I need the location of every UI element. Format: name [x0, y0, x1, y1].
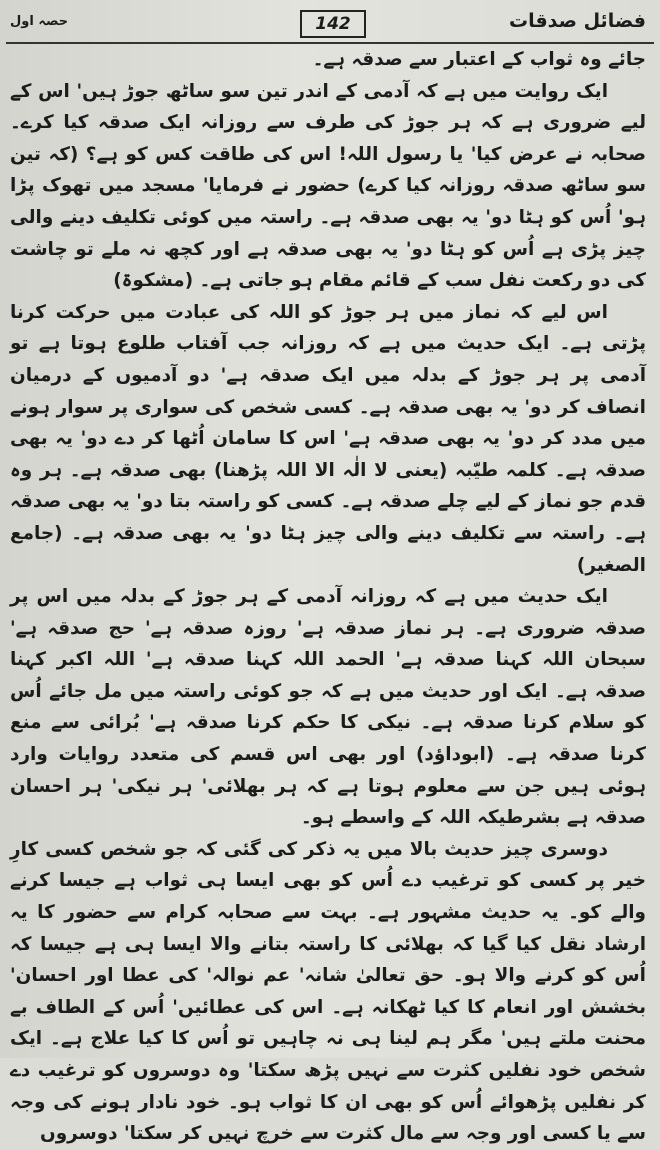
- paragraph-continuation: جائے وہ ثواب کے اعتبار سے صدقہ ہے۔: [312, 49, 646, 70]
- paragraph-prayer-joints: اس لیے کہ نماز میں ہر جوڑ کو اللہ کی عبادت میں حرکت کرنا پڑتی ہے۔ ایک حدیث میں ہے کہ روزانہ جب آفتاب طلوع ہوتا ہے تو آدمی پر ہر جوڑ کے بدلہ میں ایک صدقہ ہے' دو آدمیوں کے درمیان انصاف کر دو' یہ بھی صدقہ ہے۔ کسی شخص کی سواری پر سوار ہونے میں مدد کر دو' یہ بھی صدقہ ہے' اس کا سامان اُٹھا کر دے دو' یہ بھی صدقہ ہے۔ کلمہ طیّبہ (یعنی لا الٰہ الا اللہ پڑھنا) بھی صدقہ ہے۔ ہر وہ قدم جو نماز کے لیے چلے صدقہ ہے۔ کسی کو راستہ بتا دو' یہ بھی صدقہ ہے۔ راستہ سے تکلیف دینے والی چیز ہٹا دو' یہ بھی صدقہ ہے۔ (جامع الصغیر): [10, 301, 646, 576]
- paragraph-encouraging-good: دوسری چیز حدیث بالا میں یہ ذکر کی گئی کہ جو شخص کسی کارِ خیر پر کسی کو ترغیب دے اُس کو بھی ایسا ہی ثواب ہے جیسا کرنے والے کو۔ یہ حدیث مشہور ہے۔ بہت سے صحابہ کرام سے حضور کا یہ ارشاد نقل کیا گیا کہ بھلائی کا راستہ بتانے والا ایسا ہی ہے جیسا کہ اُس کو کرنے والا ہو۔ حق تعالیٰ شانہ' عم نوالہ' کی عطا اور احسان' بخشش اور انعام کا کیا ٹھکانہ ہے۔ اس کی عطائیں' اُس کے الطاف بے محنت ملتے ہیں' مگر ہم لینا ہی نہ چاہیں تو اُس کا کیا علاج ہے۔ ایک شخص خود نفلیں کثرت سے نہیں پڑھ سکتا' وہ دوسروں کو ترغیب دے کر نفلیں پڑھوائے اُس کو بھی ان کا ثواب ہو۔ خود نادار ہونے کی وجہ سے یا کسی اور وجہ سے مال کثرت سے خرچ نہیں کر سکتا' دوسروں: [10, 838, 646, 1145]
- page-number: 142: [300, 10, 366, 38]
- page-body: [10, 44, 646, 1145]
- paragraph-hadith-joints: ایک روایت میں ہے کہ آدمی کے اندر تین سو ساٹھ جوڑ ہیں' اس کے لیے ضروری ہے کہ ہر جوڑ کی طرف سے روزانہ ایک صدقہ کیا کرے۔ صحابہ نے عرض کیا' یا رسول اللہ! اس کی طاقت کس کو ہے؟ (کہ تین سو ساٹھ صدقہ روزانہ کیا کرے) حضور نے فرمایا' مسجد میں تھوک پڑا ہو' اُس کو ہٹا دو' یہ بھی صدقہ ہے۔ راستہ میں کوئی تکلیف دینے والی چیز پڑی ہے اُس کو ہٹا دو' یہ بھی صدقہ ہے اور کچھ نہ ملے تو چاشت کی دو رکعت نفل سب کے قائم مقام ہو جاتی ہے۔ (مشکوۃ): [10, 80, 646, 292]
- section-label: حصہ اول: [10, 14, 69, 29]
- book-title: فضائل صدقات: [508, 10, 646, 32]
- page-header: [0, 8, 660, 42]
- paragraph-every-good-deed: ایک حدیث میں ہے کہ روزانہ آدمی کے ہر جوڑ کے بدلہ میں اس پر صدقہ ضروری ہے۔ ہر نماز صدقہ ہے' روزہ صدقہ ہے' حج صدقہ ہے' سبحان اللہ کہنا صدقہ ہے' الحمد اللہ کہنا صدقہ ہے' اللہ اکبر کہنا صدقہ ہے۔ ایک اور حدیث میں ہے کہ جو کوئی راستہ میں مل جائے اُس کو سلام کرنا صدقہ ہے۔ نیکی کا حکم کرنا صدقہ ہے' بُرائی سے منع کرنا صدقہ ہے۔ (ابوداؤد) اور بھی اس قسم کی متعدد روایات وارد ہوئی ہیں جن سے معلوم ہوتا ہے کہ ہر بھلائی' ہر نیکی' ہر احسان صدقہ ہے بشرطیکہ اللہ کے واسطے ہو۔: [10, 586, 646, 829]
